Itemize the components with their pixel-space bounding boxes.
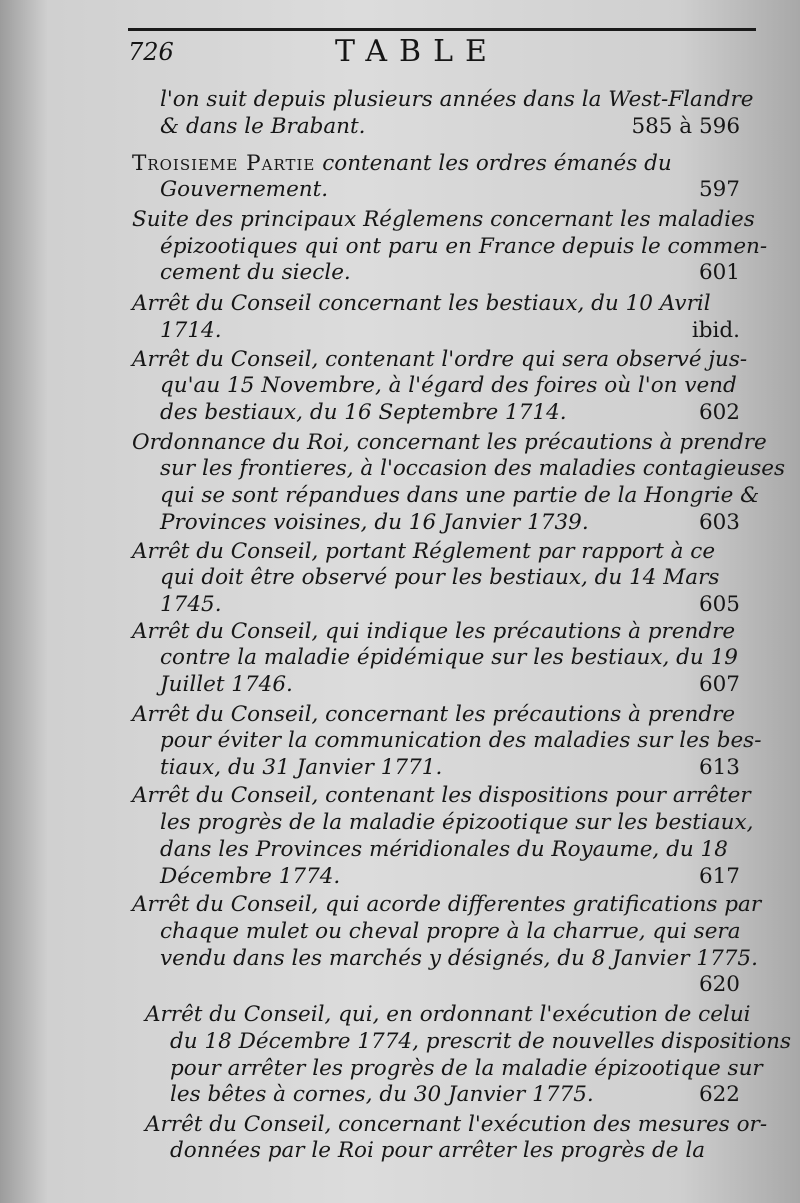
toc-entry-text: du 18 Décembre 1774, prescrit de nouvelles dispositions (170, 1029, 792, 1054)
toc-entry-text: épizootiques qui ont paru en France depuis le commen- (160, 234, 768, 259)
toc-line (0, 289, 800, 319)
toc-entry-text: chaque mulet ou cheval propre à la charrue, qui sera (160, 919, 741, 944)
toc-entry-text: Arrêt du Conseil, concernant les précautions à prendre (132, 702, 736, 727)
toc-line (0, 862, 800, 892)
toc-entry-text: cement du siecle. (160, 260, 351, 285)
toc-entry-text: Arrêt du Conseil, contenant l'ordre qui sera observé jus- (132, 347, 748, 372)
toc-line (0, 970, 800, 1000)
toc-entry-text: Décembre 1774. (160, 864, 341, 889)
toc-line (0, 808, 800, 838)
toc-line-text (160, 316, 222, 346)
toc-line-text (170, 1136, 705, 1166)
running-title: TABLE (335, 34, 499, 69)
toc-line-text (160, 643, 738, 673)
toc-entry-text: Arrêt du Conseil, concernant l'exécution des mesures or- (145, 1112, 768, 1137)
toc-entry-text: sur les frontieres, à l'occasion des maladies contagieuses (160, 456, 786, 481)
toc-line (0, 258, 800, 288)
toc-page-number: 622 (698, 1082, 740, 1107)
toc-line (0, 454, 800, 484)
toc-line-text (145, 1000, 751, 1030)
toc-line (0, 85, 800, 115)
page-number: 726 (128, 38, 174, 66)
toc-line (0, 563, 800, 593)
toc-entry-text: des bestiaux, du 16 Septembre 1714. (160, 400, 567, 425)
toc-line (0, 1000, 800, 1030)
toc-line (0, 890, 800, 920)
toc-line-text (132, 205, 755, 235)
toc-page-number: 620 (698, 972, 740, 997)
toc-page-number: 601 (698, 260, 740, 285)
toc-entry-text: qui doit être observé pour les bestiaux, du 14 Mars (160, 565, 720, 590)
toc-line-text (160, 175, 328, 205)
toc-line-text (132, 289, 711, 319)
toc-line-text (160, 258, 351, 288)
toc-entry-text: données par le Roi pour arrêter les progrès de la (170, 1138, 706, 1163)
toc-line (0, 112, 800, 142)
toc-entry-text: vendu dans les marchés y désignés, du 8 Janvier 1775. (160, 946, 758, 971)
toc-entry-text: Arrêt du Conseil concernant les bestiaux, du 10 Avril (132, 291, 711, 316)
toc-page-number: 613 (698, 755, 740, 780)
toc-line-text (160, 508, 589, 538)
toc-line (0, 726, 800, 756)
section-heading: Troisieme Partie (132, 151, 316, 176)
toc-line (0, 1027, 800, 1057)
toc-page-number: 603 (698, 510, 740, 535)
toc-entry-text: Juillet 1746. (160, 672, 293, 697)
toc-line-text (160, 563, 719, 593)
toc-page-number: 585 à 596 (631, 114, 740, 139)
toc-line-text (160, 481, 759, 511)
toc-entry-text: Arrêt du Conseil, portant Réglement par rapport à ce (132, 539, 716, 564)
toc-line (0, 316, 800, 346)
toc-line (0, 508, 800, 538)
toc-line-text (160, 590, 222, 620)
toc-line-text (160, 808, 753, 838)
toc-entry-text: les progrès de la maladie épizootique sur les bestiaux, (160, 810, 754, 835)
toc-entry-text: Suite des principaux Réglemens concernant les maladies (132, 207, 755, 232)
toc-line (0, 371, 800, 401)
toc-entry-text: qu'au 15 Novembre, à l'égard des foires où l'on vend (160, 373, 737, 398)
toc-line-text (160, 753, 442, 783)
toc-entry-text: Gouvernement. (160, 177, 329, 202)
toc-entry-text: 1714. (160, 318, 222, 343)
toc-line-text (170, 1080, 594, 1110)
toc-line-text (160, 112, 366, 142)
toc-line (0, 175, 800, 205)
toc-line-text (160, 670, 293, 700)
toc-line-text (160, 454, 785, 484)
toc-line (0, 1136, 800, 1166)
toc-entry-text: l'on suit depuis plusieurs années dans la West-Flandre (160, 87, 754, 112)
toc-entry-text: pour arrêter les progrès de la maladie épizootique sur (170, 1056, 763, 1081)
toc-line-text (160, 862, 340, 892)
toc-entry-text: & dans le Brabant. (160, 114, 366, 139)
toc-entry-text: dans les Provinces méridionales du Royaume, du 18 (160, 837, 728, 862)
toc-entry-text: qui se sont répandues dans une partie de la Hongrie & (160, 483, 760, 508)
toc-entry-text: Arrêt du Conseil, qui indique les précautions à prendre (132, 619, 736, 644)
toc-entry-text: Arrêt du Conseil, contenant les dispositions pour arrêter (132, 783, 751, 808)
toc-entry-text: Provinces voisines, du 16 Janvier 1739. (160, 510, 589, 535)
toc-line-text (160, 917, 741, 947)
toc-line (0, 590, 800, 620)
toc-entry-text: pour éviter la communication des maladies sur les bes- (160, 728, 762, 753)
toc-line (0, 481, 800, 511)
toc-line (0, 398, 800, 428)
toc-line (0, 643, 800, 673)
toc-line-text (132, 781, 751, 811)
toc-page-number: 605 (698, 592, 740, 617)
toc-entry-text: tiaux, du 31 Janvier 1771. (160, 755, 443, 780)
toc-line-text (160, 371, 737, 401)
toc-line-text (170, 1027, 791, 1057)
toc-line-text (160, 726, 761, 756)
toc-line (0, 1080, 800, 1110)
toc-line-text (132, 890, 761, 920)
toc-page-number: 597 (698, 177, 740, 202)
toc-line-text (160, 85, 753, 115)
toc-entry-text: Arrêt du Conseil, qui, en ordonnant l'exécution de celui (145, 1002, 751, 1027)
toc-line-text (160, 398, 567, 428)
toc-entry-text: Ordonnance du Roi, concernant les précautions à prendre (132, 430, 767, 455)
toc-page-number: 617 (698, 864, 740, 889)
toc-line (0, 753, 800, 783)
toc-page-number: 607 (698, 672, 740, 697)
toc-page-number: 602 (698, 400, 740, 425)
toc-entry-text: Arrêt du Conseil, qui acorde differentes gratifications par (132, 892, 762, 917)
toc-line (0, 205, 800, 235)
toc-line (0, 781, 800, 811)
toc-page-number: ibid. (691, 318, 740, 343)
toc-line-text (160, 835, 728, 865)
toc-entry-text: 1745. (160, 592, 222, 617)
toc-entry-text: les bêtes à cornes, du 30 Janvier 1775. (170, 1082, 594, 1107)
toc-line (0, 917, 800, 947)
toc-entry-text: contenant les ordres émanés du (315, 151, 672, 176)
toc-line (0, 670, 800, 700)
toc-line (0, 835, 800, 865)
toc-entry-text: contre la maladie épidémique sur les bestiaux, du 19 (160, 645, 738, 670)
